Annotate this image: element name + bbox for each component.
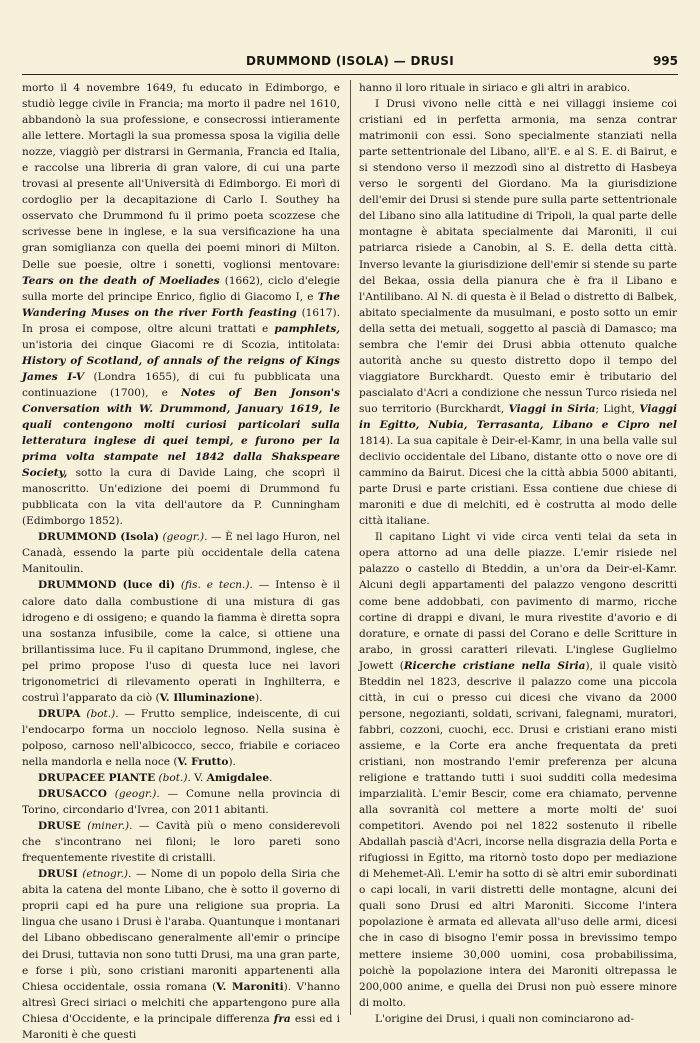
work-title: The Wandering Muses on the river Forth feasting <box>22 290 340 319</box>
work-title: Viaggi in Siria <box>508 402 596 415</box>
cross-reference: Amigdalee <box>206 772 270 785</box>
cross-reference: V. Illuminazione <box>159 691 255 704</box>
work-title: Januar <box>236 402 277 415</box>
entry-drummond-luce: DRUMMOND (luce di) (fis. e tecn.). — Intenso è il calore dato dalla combustione di una mistura di gas idrogeno e di ossigeno; e quando la fiamma è diretta sopra una sostanza infusibile, come la calce, si ottiene una brillantissima luce. Fu il capitano Drummond, inglese, che pel primo propose l'uso di questa luce nei lavori trigonometrici di rilevamento operati in Inghilterra, e costruì l'apparato da ciò (V. Illuminazione). <box>22 579 340 704</box>
paragraph: hanno il loro rituale in siriaco e gli altri in arabico. <box>359 82 631 94</box>
entry-drupacee-piante: DRUPACEE PIANTE (bot.). V. Amigdalee. <box>38 772 273 785</box>
right-column <box>359 80 677 1025</box>
page-title: DRUMMOND (ISOLA) — DRUSI <box>245 54 455 68</box>
work-title: Ricerche cristiane nella Siria <box>403 659 586 672</box>
left-column <box>22 80 341 1041</box>
running-header <box>22 52 678 75</box>
paragraph: I Drusi vivono nelle città e nei villaggi insieme coi cristiani ed in perfetta armonia, ma senza contrar matrimonii con essi. Sono specialmente stanziati nella parte settentrionale del Libano, all'E. e al S. E. di Bairut, e si stendono verso il mezzodì sino al distretto di Hasbeya verso le sorgenti del Giordano. Ma la giurisdizione dell'emir dei Drusi si stende pure sulla parte settentrionale del Libano sino alla latitudine di Tripoli, la qual parte delle montagne è abitata specialmente dai Maroniti, il cui patriarca risiede a Canobin, al S. E. della detta città. Inverso levante la giurisdizione dell'emir si stende su parte del Bekaa, ossia della pianura che è fra il Libano e l'Antilibano. Al N. di questa è il Belad o distretto di Balbek, abitato specialmente da musulmani, e posto sotto un emir della setta dei metuali, soggetto al pascià di Damasco; ma sembra che l'emir dei Drusi abbia ottenuto qualche autorità anche su questo distretto dopo il tempo del viaggiatore Burckhardt. Questo emir è tributario del pascialato d'Acri a condizione che nessun Turco risieda nel suo territorio (Burckhardt, Viaggi in Siria; Light, Viaggi in Egitto, Nubia, Terrasanta, Libano e Cipro nel 1814). La sua capitale è Deir-el-Kamr, in una bella valle sul declivio occidentale del Libano, distante otto o nove ore di cammino da Bairut. Dicesi che la città abbia 5000 abitanti, parte Drusi e parte cristiani. Essa contiene due chiese di maroniti e due di melchiti, ed è costrutta al modo delle città italiane. <box>359 98 677 528</box>
entry-headword: DRUSE <box>38 820 81 833</box>
entry-drusacco: DRUSACCO (geogr.). — Comune nella provincia di Torino, circondario d'Ivrea, con 2011 abitanti. <box>22 788 340 817</box>
entry-druse: DRUSE (miner.). — Cavità più o meno considerevoli che s'incontrano nei filoni; le loro pareti sono frequentemente rivestite di cristalli. <box>22 820 340 865</box>
page-number: 995 <box>652 54 678 68</box>
drummond-biography-paragraph: morto il 4 novembre 1649, fu educato in Edimborgo, e studiò legge civile in Francia; ma morto il padre nel 1610, abbandonò la sua professione, e consecrossi intieramente alle lettere. Mortagli la sua promessa sposa la vigilia delle nozze, viaggiò per distrarsi in Germania, Francia ed Italia, e raccolse una libreria di gran valore, di cui una parte trovasi al presente all'Università di Edimborgo. Ei morì di cordoglio per la decapitazione di Carlo I. Southey ha osservato che Drummond fu il primo poeta scozzese che scrivesse bene in inglese, e la sua versificazione ha una gran somiglianza con quella dei poemi minori di Milton. Delle sue poesie, oltre i sonetti, voglionsi mentovare: Tears on the death of Moeliades (1662), ciclo d'elegie sulla morte del principe Enrico, figlio di Giacomo I, e The Wandering Muses on the river Forth feasting (1617). In prosa ei compose, oltre alcuni trattati e pamphlets, un'istoria dei cinque Giacomi re di Scozia, intitolata: History of Scotland, of annals of the reigns of Kings James I-V (Londra 1655), di cui fu pubblicata una continuazione (1700), e Notes of Ben Jonson's Conversation with W. Drummond, January 1619, le quali contengono molti curiosi particolari sulla letteratura inglese di quei tempi, e furono per la prima volta stampate nel 1842 dalla Shakspeare Society, sotto la cura di Davide Laing, che scoprì il manoscritto. Un'edizione dei poemi di Drummond fu pubblicata con la vita dell'autore da P. Cunningham (Edimborgo 1852). <box>22 82 341 528</box>
entry-headword: DRUMMOND (luce di) <box>38 579 176 592</box>
work-title: Viaggi in Egitto, Nubia, Terrasanta, Libano e Cipro nel <box>359 402 677 431</box>
work-title: Notes of Ben Jonson's Conversation with W. Drummond, <box>22 386 340 415</box>
column-divider <box>350 80 351 1015</box>
entry-headword: DRUSI <box>38 868 78 881</box>
entry-drusi: DRUSI (etnogr.). — Nome di un popolo della Siria che abita la catena del monte Libano, che è sotto il governo di proprii capi ed ha pure una religione sua propria. La lingua che usano i Drusi è l'araba. Quantunque i montanari del Libano obbediscano generalmente all'emir o principe dei Drusi, tuttavia non sono tutti Drusi, ma una gran parte, e forse i più, sono cristiani maroniti appartenenti alla Chiesa occidentale, ossia romana (V. Maroniti). V'hanno altresì Greci siriaci o melchiti che appartengono pure alla Chiesa d'Occidente, e la principale differenza fra essi ed i Maroniti è che questi <box>22 868 340 1041</box>
entry-drummond-isola: DRUMMOND (Isola) (geogr.). — È nel lago Huron, nel Canadà, essendo la parte più occidentale della catena Manitoulin. <box>22 531 341 576</box>
work-title: Shakspeare Society, <box>22 451 340 480</box>
cross-reference: V. Maroniti <box>216 980 284 993</box>
entry-headword: DRUPA <box>38 707 81 720</box>
text-columns <box>22 80 682 1041</box>
work-title: History of Scotland, of annals of the reigns of Kings James I-V <box>22 354 340 383</box>
work-title: Tears on the death of Moeliades <box>22 274 220 287</box>
entry-headword: DRUMMOND (Isola) <box>38 531 160 544</box>
paragraph: Il capitano Light vi vide circa venti telai da seta in opera attorno ad una delle piazze. L'emir risiede nel palazzo o castello di Bteddin, a un'ora da Deir-el-Kamr. Alcuni degli appartamenti del palazzo vengono descritti come bene addobbati, con pavimento di marmo, ricche cortine di drappi e divani, le mura rivestite d'avorio e di dorature, e ornate di passi del Corano e delle Scritture in arabo, in grossi caratteri rilevati. L'inglese Guglielmo Jowett (Ricerche cristiane nella Siria), il quale visitò Bteddin nel 1823, descrive il palazzo come una piccola città, in cui o presso cui dicesi che vivano da 2000 persone, negozianti, soldati, scrivani, falegnami, muratori, fabbri, cozzoni, cuochi, ecc. Drusi e cristiani erano misti assieme, e la Corte era anche frequentata da preti cristiani, non mostrando l'emir preferenza per alcuna religione e trattando tutti i suoi sudditi colla medesima imparzialità. L'emir Bescir, come era chiamato, pervenne alla sovranità col mettere a morte molti de' suoi competitori. Avendo poi nel 1822 sostenuto il ribelle Abdallah pascià d'Acri, incorse nella disgrazia della Porta e rifugiossi in Egitto, ma ritornò tosto dopo per mediazione di Mehemet-Alì. L'emir ha sotto di sè altri emir subordinati o capi locali, in varii distretti delle montagne, alcuni dei quali sono Drusi ed altri Maroniti. Siccome l'intera popolazione è armata ed allevata all'uso delle armi, dicesi che in caso di bisogno l'emir possa in brevissimo tempo mettere insieme 30,000 uomini, cosa probabilissima, poichè la popolazione intera dei Maroniti oltrepassa le 200,000 anime, e quella dei Drusi non può essere minore di molto. <box>359 531 677 1009</box>
cross-reference: V. Frutto <box>177 755 229 768</box>
work-title: pamphlets, <box>274 322 340 335</box>
paragraph: L'origine dei Drusi, i quali non cominciarono ad- <box>375 1012 635 1025</box>
entry-headword: DRUPACEE PIANTE <box>38 772 156 785</box>
entry-headword: DRUSACCO <box>38 788 107 801</box>
entry-drupa: DRUPA (bot.). — Frutto semplice, indeiscente, di cui l'endocarpo forma un nocciolo legnoso. Nella susina è polposo, carnoso nell'albicocco, secco, friabile e coriaceo nella mandorla e nella noce (V. Frutto). <box>22 707 340 768</box>
